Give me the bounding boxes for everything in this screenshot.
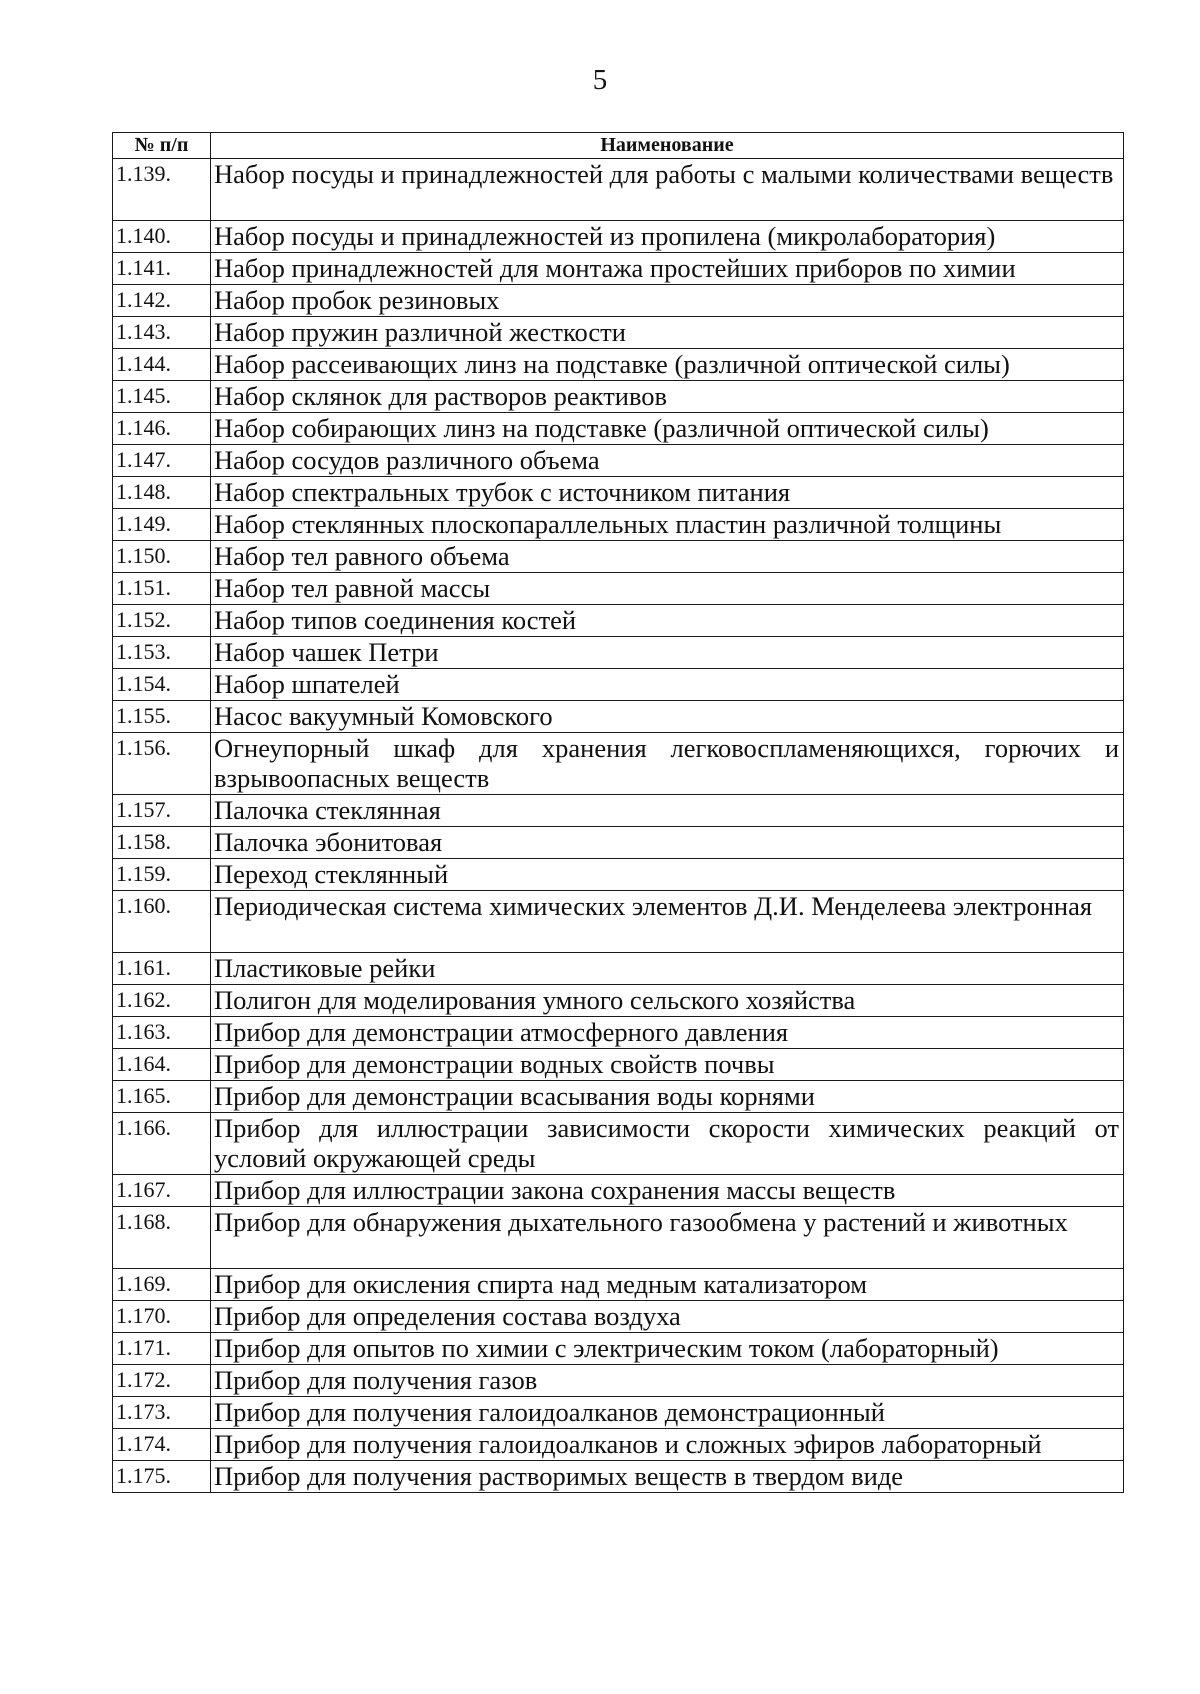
row-name: Периодическая система химических элементов Д.И. Менделеева электронная <box>211 891 1124 953</box>
table-row <box>113 159 1124 221</box>
table-row <box>113 1429 1124 1461</box>
table-row <box>113 285 1124 317</box>
row-number: 1.157. <box>113 795 211 827</box>
row-name: Прибор для иллюстрации закона сохранения массы веществ <box>211 1175 1124 1207</box>
row-number: 1.171. <box>113 1333 211 1365</box>
table-row <box>113 827 1124 859</box>
table-row <box>113 1397 1124 1429</box>
row-number: 1.155. <box>113 701 211 733</box>
table-row <box>113 477 1124 509</box>
row-number: 1.144. <box>113 349 211 381</box>
table-row <box>113 1333 1124 1365</box>
row-number: 1.160. <box>113 891 211 953</box>
table-row <box>113 985 1124 1017</box>
row-name: Прибор для обнаружения дыхательного газообмена у растений и животных <box>211 1207 1124 1269</box>
table-row <box>113 317 1124 349</box>
row-name: Набор собирающих линз на подставке (различной оптической силы) <box>211 413 1124 445</box>
row-number: 1.170. <box>113 1301 211 1333</box>
row-number: 1.147. <box>113 445 211 477</box>
table-row <box>113 1049 1124 1081</box>
row-number: 1.167. <box>113 1175 211 1207</box>
column-header-name: Наименование <box>211 133 1124 159</box>
row-number: 1.149. <box>113 509 211 541</box>
row-name: Набор типов соединения костей <box>211 605 1124 637</box>
table-row <box>113 795 1124 827</box>
table-row <box>113 413 1124 445</box>
page-number: 5 <box>592 64 608 96</box>
row-name: Набор склянок для растворов реактивов <box>211 381 1124 413</box>
row-number: 1.156. <box>113 733 211 795</box>
row-name: Прибор для получения газов <box>211 1365 1124 1397</box>
table-header-row <box>113 133 1124 159</box>
row-name: Прибор для демонстрации атмосферного давления <box>211 1017 1124 1049</box>
row-name: Прибор для окисления спирта над медным катализатором <box>211 1269 1124 1301</box>
table-row <box>113 221 1124 253</box>
table-row <box>113 669 1124 701</box>
table-row <box>113 1207 1124 1269</box>
row-number: 1.153. <box>113 637 211 669</box>
table-row <box>113 1461 1124 1493</box>
row-name: Прибор для демонстрации всасывания воды корнями <box>211 1081 1124 1113</box>
row-number: 1.175. <box>113 1461 211 1493</box>
table-row <box>113 1365 1124 1397</box>
row-name: Пластиковые рейки <box>211 953 1124 985</box>
table-row <box>113 349 1124 381</box>
table-row <box>113 253 1124 285</box>
row-number: 1.142. <box>113 285 211 317</box>
column-header-number: № п/п <box>113 133 211 159</box>
row-name: Набор тел равной массы <box>211 573 1124 605</box>
row-name: Прибор для получения галоидоалканов и сложных эфиров лабораторный <box>211 1429 1124 1461</box>
row-name: Набор шпателей <box>211 669 1124 701</box>
row-number: 1.141. <box>113 253 211 285</box>
equipment-table <box>112 132 1124 1493</box>
row-name: Палочка стеклянная <box>211 795 1124 827</box>
table-body <box>113 159 1124 1493</box>
table-row <box>113 891 1124 953</box>
table-row <box>113 1175 1124 1207</box>
row-name: Прибор для определения состава воздуха <box>211 1301 1124 1333</box>
row-number: 1.146. <box>113 413 211 445</box>
row-name: Прибор для получения галоидоалканов демонстрационный <box>211 1397 1124 1429</box>
row-number: 1.164. <box>113 1049 211 1081</box>
row-name: Набор сосудов различного объема <box>211 445 1124 477</box>
table-row <box>113 637 1124 669</box>
table-row <box>113 445 1124 477</box>
row-number: 1.165. <box>113 1081 211 1113</box>
table-row <box>113 541 1124 573</box>
row-name: Насос вакуумный Комовского <box>211 701 1124 733</box>
row-number: 1.162. <box>113 985 211 1017</box>
row-name: Прибор для иллюстрации зависимости скорости химических реакций от условий окружающей среды <box>211 1113 1124 1175</box>
row-name: Переход стеклянный <box>211 859 1124 891</box>
row-name: Набор принадлежностей для монтажа простейших приборов по химии <box>211 253 1124 285</box>
table-row <box>113 859 1124 891</box>
row-name: Полигон для моделирования умного сельского хозяйства <box>211 985 1124 1017</box>
row-number: 1.148. <box>113 477 211 509</box>
row-name: Набор спектральных трубок с источником питания <box>211 477 1124 509</box>
row-number: 1.166. <box>113 1113 211 1175</box>
table-row <box>113 1081 1124 1113</box>
table-row <box>113 1269 1124 1301</box>
row-number: 1.159. <box>113 859 211 891</box>
row-number: 1.139. <box>113 159 211 221</box>
table-row <box>113 1301 1124 1333</box>
row-number: 1.163. <box>113 1017 211 1049</box>
row-number: 1.145. <box>113 381 211 413</box>
table-row <box>113 1113 1124 1175</box>
row-name: Палочка эбонитовая <box>211 827 1124 859</box>
row-number: 1.168. <box>113 1207 211 1269</box>
table-row <box>113 509 1124 541</box>
row-name: Набор стеклянных плоскопараллельных пластин различной толщины <box>211 509 1124 541</box>
row-number: 1.154. <box>113 669 211 701</box>
row-number: 1.151. <box>113 573 211 605</box>
row-number: 1.150. <box>113 541 211 573</box>
table-row <box>113 381 1124 413</box>
row-name: Набор посуды и принадлежностей из пропилена (микролаборатория) <box>211 221 1124 253</box>
row-name: Прибор для получения растворимых веществ в твердом виде <box>211 1461 1124 1493</box>
row-number: 1.140. <box>113 221 211 253</box>
row-number: 1.172. <box>113 1365 211 1397</box>
row-name: Набор чашек Петри <box>211 637 1124 669</box>
row-number: 1.158. <box>113 827 211 859</box>
row-name: Набор пружин различной жесткости <box>211 317 1124 349</box>
table-row <box>113 605 1124 637</box>
table-row <box>113 1017 1124 1049</box>
row-name: Огнеупорный шкаф для хранения легковоспламеняющихся, горючих и взрывоопасных веществ <box>211 733 1124 795</box>
row-name: Набор пробок резиновых <box>211 285 1124 317</box>
row-name: Набор посуды и принадлежностей для работы с малыми количествами веществ <box>211 159 1124 221</box>
row-number: 1.174. <box>113 1429 211 1461</box>
table-row <box>113 953 1124 985</box>
row-name: Прибор для демонстрации водных свойств почвы <box>211 1049 1124 1081</box>
table-row <box>113 701 1124 733</box>
row-number: 1.173. <box>113 1397 211 1429</box>
row-number: 1.161. <box>113 953 211 985</box>
table-row <box>113 573 1124 605</box>
row-number: 1.152. <box>113 605 211 637</box>
row-number: 1.169. <box>113 1269 211 1301</box>
row-name: Набор тел равного объема <box>211 541 1124 573</box>
row-name: Набор рассеивающих линз на подставке (различной оптической силы) <box>211 349 1124 381</box>
row-number: 1.143. <box>113 317 211 349</box>
row-name: Прибор для опытов по химии с электрическим током (лабораторный) <box>211 1333 1124 1365</box>
table-row <box>113 733 1124 795</box>
